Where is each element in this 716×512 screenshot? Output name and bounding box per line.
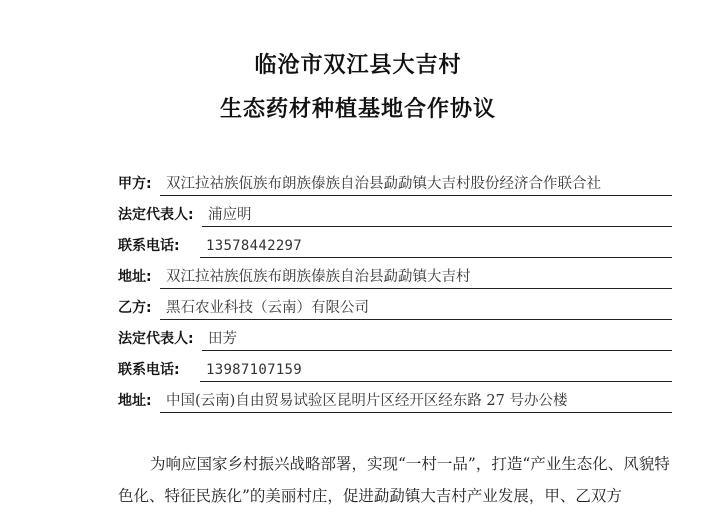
party-b-phone-row [118,358,303,382]
document-title-line1: 临沧市双江县大吉村 [254,53,462,78]
party-a-address-row [118,265,471,289]
party-a-rep: 浦应明 [202,206,672,227]
party-b-phone: 13987107159 [200,361,672,382]
party-a-label: 甲方: [118,176,152,192]
party-b-phone-label: 联系电话: [118,362,180,378]
party-b-rep: 田芳 [202,330,672,351]
party-b-address-row [118,389,568,413]
party-b-address-label: 地址: [118,393,152,409]
body-paragraph: 为响应国家乡村振兴战略部署，实现“一村一品”，打造“产业生态化、风貌特色化、特征民族化”的美丽村庄，促进勐勐镇大吉村产业发展，甲、乙双方 [118,455,670,505]
party-a-name: 双江拉祜族佤族布朗族傣族自治县勐勐镇大吉村股份经济合作联合社 [160,175,672,196]
party-b-name-row [118,296,369,320]
party-a-address-label: 地址: [118,269,152,285]
document-title-line2: 生态药材种植基地合作协议 [219,97,496,122]
party-a-phone: 13578442297 [200,237,672,258]
party-b-name: 黑石农业科技（云南）有限公司 [160,299,672,320]
party-a-name-row [118,172,601,196]
party-a-phone-row [118,234,303,258]
party-a-address: 双江拉祜族佤族布朗族傣族自治县勐勐镇大吉村 [160,268,672,289]
party-b-rep-label: 法定代表人: [118,331,194,347]
party-b-address: 中国(云南)自由贸易试验区昆明片区经开区经东路 27 号办公楼 [160,392,672,413]
party-b-label: 乙方: [118,300,152,316]
party-a-rep-row [118,203,252,227]
party-a-phone-label: 联系电话: [118,238,180,254]
party-b-rep-row [118,327,237,351]
party-a-rep-label: 法定代表人: [118,207,194,223]
